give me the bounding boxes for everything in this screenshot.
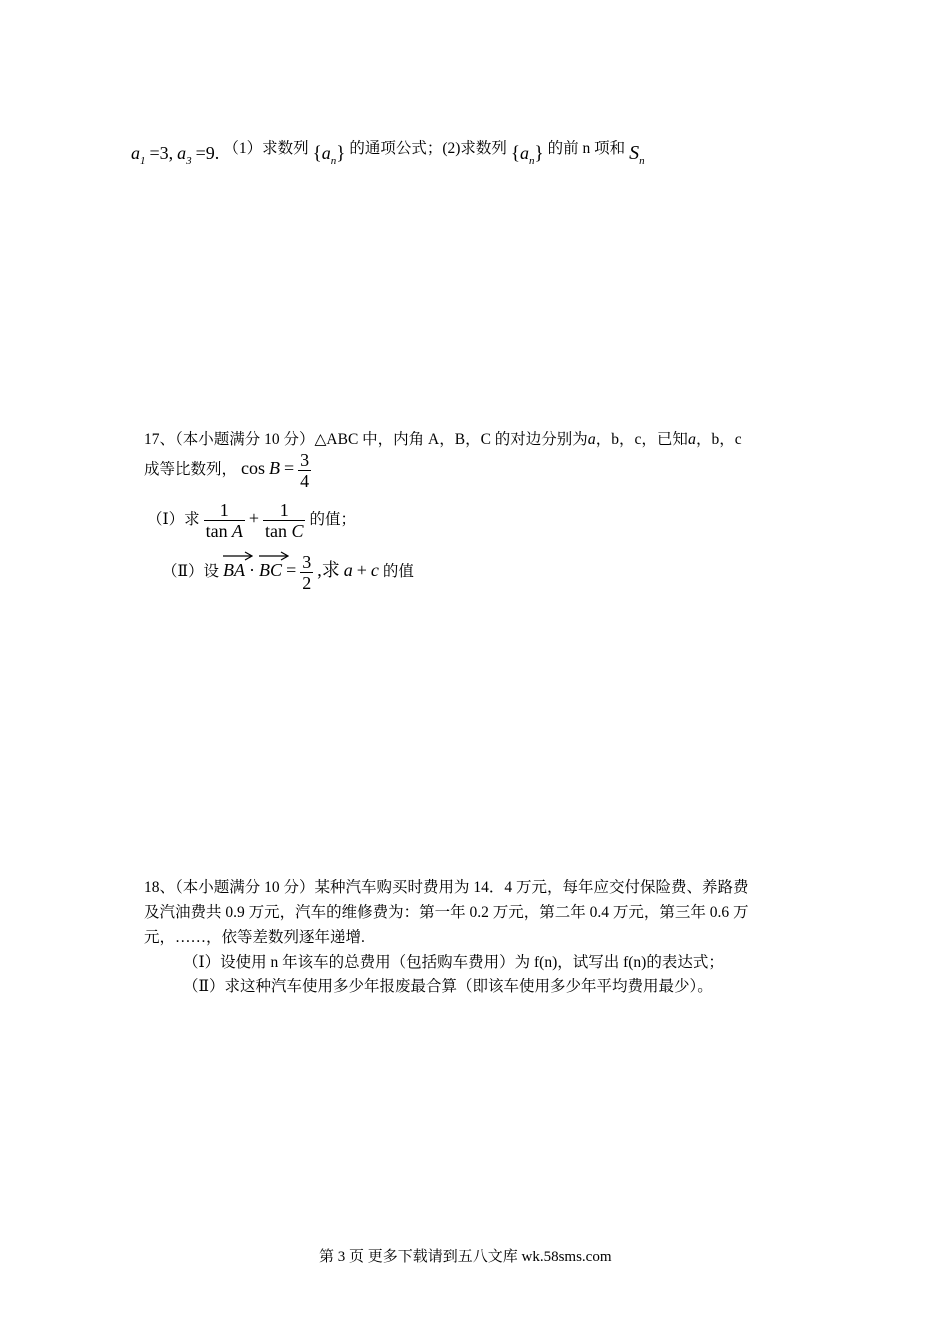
- page-footer: 第 3 页 更多下载请到五八文库 wk.58sms.com: [319, 1249, 612, 1265]
- q18-line1: 18、（本小题满分 10 分）某种汽车购买时费用为 14．4 万元，每年应交付保险费、养路费: [144, 879, 749, 896]
- q16-tail-line: [131, 136, 645, 167]
- q17-part1-prefix: （Ⅰ）求: [147, 511, 200, 529]
- q18-line2: 及汽油费共 0.9 万元，汽车的维修费为：第一年 0.2 万元，第二年 0.4 万元，第三年 0.6 万: [144, 904, 749, 921]
- sum-var-a: a: [343, 560, 353, 581]
- q16-part1-label: （1）求数列: [223, 140, 309, 157]
- equals-sign: =: [284, 458, 295, 479]
- fraction-three-halves: $\frac{3}{2}$: [302, 552, 312, 593]
- sum-sn: $S_n$: [629, 142, 645, 167]
- q17-part2-suffix: 的值: [382, 563, 414, 581]
- vector-arrow-icon: [259, 551, 289, 561]
- comma-qiu: ,求: [317, 560, 340, 581]
- fraction-one-over-tanA: $\frac{1}{\text{tan A}}$: [205, 500, 243, 541]
- q16-end-text: 的前 n 项和: [547, 140, 626, 157]
- cos-var: B: [269, 458, 281, 479]
- fraction-one-over-tanC: $\frac{1}{\text{tan C}}$: [264, 500, 304, 541]
- sequence-an-2: $\{a_n\}$: [510, 143, 544, 167]
- cos-text: cos: [241, 458, 266, 479]
- q17-part2-prefix: （Ⅱ）设: [162, 563, 220, 581]
- q17-part1: [147, 500, 356, 541]
- a3-term: $a_3$: [177, 143, 192, 167]
- sequence-an: $\{a_n\}$: [312, 143, 346, 167]
- dot-operator: ·: [249, 560, 256, 581]
- q17-mid2: ，b，c: [695, 431, 742, 448]
- q17-part1-suffix: 的值；: [309, 511, 356, 529]
- q17-mid1: ，b，c，已知: [595, 431, 688, 448]
- a1-term: $a_1$: [131, 143, 146, 167]
- equals-sign-2: =: [286, 560, 297, 581]
- q18-part2: （Ⅱ）求这种汽车使用多少年报废最合算（即该车使用多少年平均费用最少）。: [183, 978, 713, 995]
- sum-plus: +: [356, 560, 367, 581]
- q17-part2: [162, 552, 414, 593]
- q17-line1: [144, 427, 742, 449]
- q17-header: 17、（本小题满分 10 分）△ABC 中，内角 A，B，C 的对边分别为: [144, 431, 588, 448]
- q16-mid-text: 的通项公式；(2)求数列: [349, 140, 507, 157]
- fraction-three-quarters: $\frac{3}{4}$: [300, 450, 310, 491]
- vector-BA: BA: [223, 560, 245, 581]
- vector-arrow-icon: [223, 551, 253, 561]
- a1-value: =3,: [149, 143, 174, 163]
- q18-part1: （Ⅰ）设使用 n 年该车的总费用（包括购车费用）为 f(n)，试写出 f(n)的表达式；: [183, 954, 724, 971]
- q17-line2-prefix: 成等比数列，: [144, 461, 238, 479]
- sum-var-c: c: [370, 560, 379, 581]
- plus-sign: +: [248, 508, 259, 529]
- var-a: a: [587, 431, 596, 448]
- q17-line2: [144, 450, 311, 491]
- q18-line3: 元，……，依等差数列逐年递增.: [144, 929, 365, 946]
- var-a-2: a: [687, 431, 696, 448]
- vector-BC: BC: [259, 560, 282, 581]
- a3-value: =9.: [195, 143, 220, 163]
